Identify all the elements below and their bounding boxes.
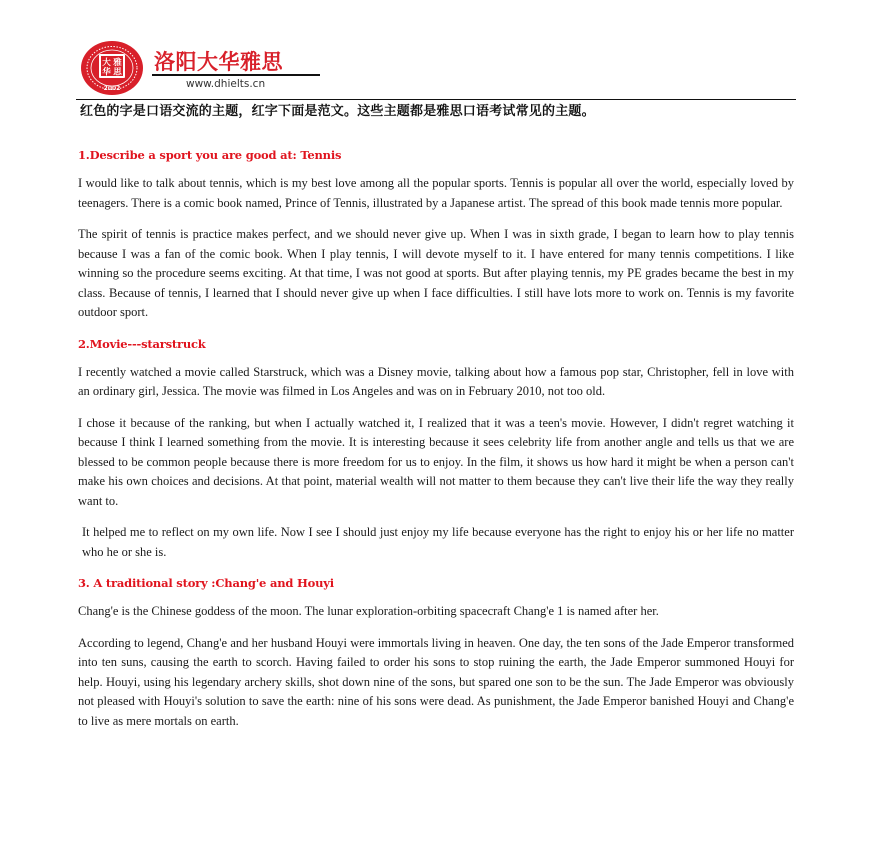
section-title: 3. A traditional story :Chang'e and Houyi [78, 576, 334, 590]
school-seal-logo [80, 40, 144, 96]
section-title: 2.Movie---starstruck [78, 336, 206, 351]
brand-url: www.dhielts.cn [186, 78, 266, 90]
section-title: 1.Describe a sport you are good at: Tennis [78, 148, 342, 162]
seal-char: 思 [113, 67, 122, 78]
seal-year: 2002 [103, 85, 121, 92]
paragraph: Chang'e is the Chinese goddess of the moon. The lunar exploration-orbiting spacecraft Chang'e 1 is named after her. [78, 604, 659, 618]
section-movie [78, 329, 794, 563]
paragraph: I chose it because of the ranking, but when I actually watched it, I realized that it was a teen's movie. However, I didn't regret watching it because I think I learned something from the movie. It is interesting because it sees celebrity life from another angle and tells us that we are blessed to be common people because there is more freedom for us to enjoy. In the film, it shows us how hard it might be when a person can't make his own choices and decisions. At that point, material wealth will not matter to them because they can't live their life the way they really want to. [78, 415, 794, 508]
paragraph: I recently watched a movie called Starstruck, which was a Disney movie, talking about how a famous pop star, Christopher, fell in love with an ordinary girl, Jessica. The movie was filmed in Los Angeles and was on in February 2010, not too old. [78, 364, 794, 398]
section-change-houyi [78, 568, 794, 731]
document-header [78, 40, 798, 96]
brand-underline [152, 74, 320, 76]
paragraph: According to legend, Chang'e and her husband Houyi were immortals living in heaven. One day, the ten sons of the Jade Emperor transformed into ten suns, causing the earth to scorch. Having failed to order his sons to stop ruining the earth, the Jade Emperor summoned Houyi for help. Houyi, using his legendary archery skills, shot down nine of the sons, but spared one son to be the sun. The Jade Emperor was obviously not pleased with Houyi's solution to save the earth: nine of his sons were dead. As punishment, the Jade Emperor banished Houyi and Chang'e to live as mere mortals on earth. [78, 635, 794, 728]
section-tennis [78, 140, 794, 323]
seal-char: 雅 [113, 58, 122, 68]
brand-name: 洛阳大华雅思 [154, 50, 283, 74]
paragraph: The spirit of tennis is practice makes perfect, and we should never give up. When I was in sixth grade, I began to learn how to play tennis because I was a fan of the comic book. When I play tennis, I will devote myself to it. I have entered for many tennis competitions. I like winning so the procedure seems exciting. At that time, I was not good at sports. But after playing tennis, my PE grades became the best in my class. Because of tennis, I learned that I should never give up when I face difficulties. I still have lots more to work on. Tennis is my favorite outdoor sport. [78, 227, 794, 319]
paragraph: I would like to talk about tennis, which is my best love among all the popular sports. Tennis is popular all over the world, especially loved by teenagers. There is a comic book named, Prince of Tennis, illustrated by a Japanese artist. The spread of this book made tennis more popular. [78, 176, 794, 210]
document-body [78, 140, 794, 731]
seal-char: 大 [102, 58, 111, 68]
seal-char: 华 [102, 67, 111, 78]
paragraph: It helped me to reflect on my own life. Now I see I should just enjoy my life because everyone has the right to enjoy his or her life no matter who he or she is. [82, 525, 794, 559]
intro-note: 红色的字是口语交流的主题，红字下面是范文。这些主题都是雅思口语考试常见的主题。 [80, 104, 595, 119]
